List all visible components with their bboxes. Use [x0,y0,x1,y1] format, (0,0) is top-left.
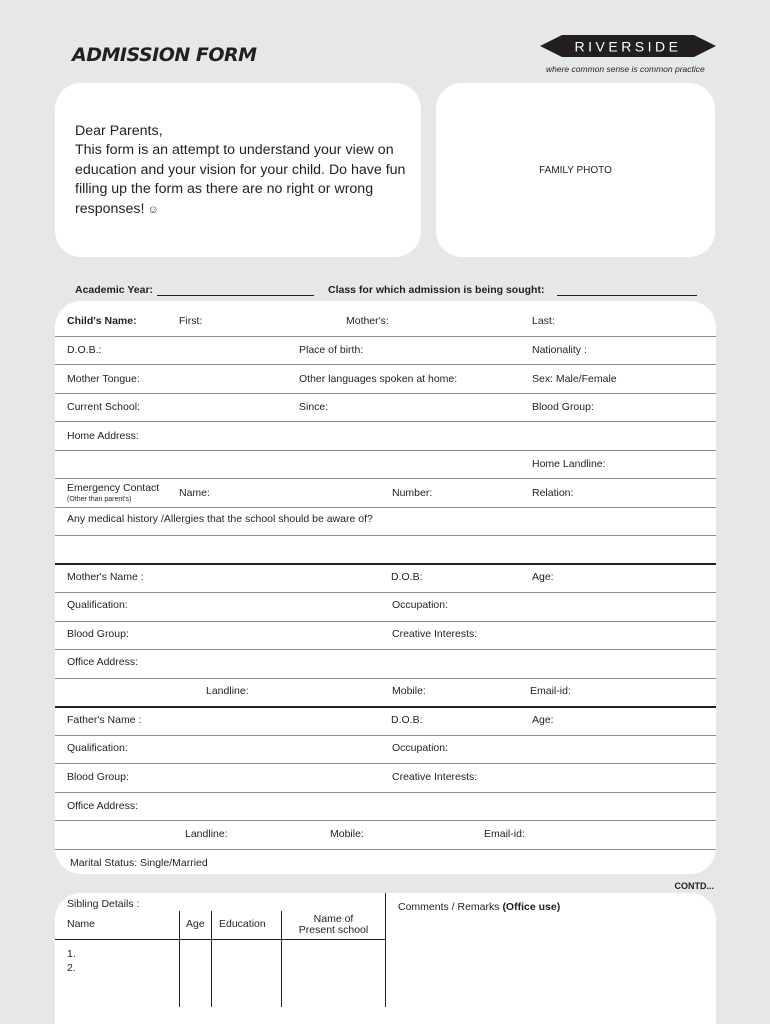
sibling-col-education: Education [219,918,266,930]
mothers-name-label[interactable]: Mother's Name : [67,571,144,583]
nationality-field[interactable]: Nationality : [532,344,587,356]
father-landline-field[interactable]: Landline: [185,828,228,840]
intro-text [75,122,415,220]
mother-occupation-field[interactable]: Occupation: [392,599,449,611]
father-dob-field[interactable]: D.O.B: [391,714,423,726]
sibling-details-title: Sibling Details : [67,898,140,910]
comments-remarks-label[interactable] [398,901,560,913]
last-name-field[interactable]: Last: [532,315,555,327]
child-blood-group-field[interactable]: Blood Group: [532,401,594,413]
logo-tagline: where common sense is common practice [546,64,705,74]
intro-message: Dear Parents, This form is an attempt to understand your view on education and your vision for your child. Do have fun filling up the form as there are no right or wrong responses! [75,123,406,217]
mothers-name-field[interactable]: Mother's: [346,315,389,327]
medical-history-field[interactable]: Any medical history /Allergies that the school should be aware of? [67,513,373,525]
current-school-field[interactable]: Current School: [67,401,140,413]
sex-field[interactable]: Sex: Male/Female [532,373,617,385]
continued-label: CONTD... [674,881,714,891]
mother-email-field[interactable]: Email-id: [530,685,571,697]
mother-landline-field[interactable]: Landline: [206,685,249,697]
sibling-col-age: Age [186,918,205,930]
class-sought-field[interactable] [557,295,697,296]
home-landline-field[interactable]: Home Landline: [532,458,606,470]
mother-creative-field[interactable]: Creative Interests: [392,628,478,640]
academic-year-label: Academic Year: [75,284,154,296]
emergency-relation-field[interactable]: Relation: [532,487,574,499]
father-office-address-field[interactable]: Office Address: [67,800,139,812]
academic-year-field[interactable] [157,295,314,296]
mother-office-address-field[interactable]: Office Address: [67,656,139,668]
family-photo-box[interactable] [436,83,715,257]
childs-name-label: Child's Name: [67,315,137,327]
first-name-field[interactable]: First: [179,315,203,327]
logo-shape [540,32,716,60]
father-creative-field[interactable]: Creative Interests: [392,771,478,783]
mother-qualification-field[interactable]: Qualification: [67,599,128,611]
form-title: ADMISSION FORM [72,44,257,66]
father-occupation-field[interactable]: Occupation: [392,742,449,754]
father-blood-group-field[interactable]: Blood Group: [67,771,129,783]
father-mobile-field[interactable]: Mobile: [330,828,364,840]
intro-card [55,83,421,257]
mother-blood-group-field[interactable]: Blood Group: [67,628,129,640]
sibling-col-name: Name [67,918,96,930]
sibling-row-2[interactable]: 2. [67,962,76,974]
place-of-birth-field[interactable]: Place of birth: [299,344,364,356]
office-use-note: (Office use) [502,901,561,913]
home-address-field[interactable]: Home Address: [67,430,139,442]
emergency-name-field[interactable]: Name: [179,487,210,499]
marital-status-field[interactable]: Marital Status: Single/Married [70,857,208,869]
riverside-logo [540,32,716,74]
dob-field[interactable]: D.O.B.: [67,344,102,356]
sibling-row-1[interactable]: 1. [67,948,76,960]
emergency-contact-note: (Other than parent's) [67,496,132,503]
comments-label-text: Comments / Remarks [398,901,503,913]
details-form [55,301,716,874]
emergency-number-field[interactable]: Number: [392,487,433,499]
mother-mobile-field[interactable]: Mobile: [392,685,426,697]
sibling-col-name-of: Name of [313,913,354,925]
sibling-col-present-school: Present school [298,924,369,936]
emergency-contact-label: Emergency Contact [67,482,160,494]
class-sought-label: Class for which admission is being sought: [328,284,545,296]
logo-text: RIVERSIDE [574,38,682,55]
mother-dob-field[interactable]: D.O.B: [391,571,423,583]
since-field[interactable]: Since: [299,401,329,413]
siblings-card [55,893,716,1024]
mother-age-field[interactable]: Age: [532,571,554,583]
family-photo-label: FAMILY PHOTO [539,165,612,176]
other-languages-field[interactable]: Other languages spoken at home: [299,373,458,385]
fathers-name-label[interactable]: Father's Name : [67,714,142,726]
smiley-icon: ☺ [144,203,159,216]
father-age-field[interactable]: Age: [532,714,554,726]
father-email-field[interactable]: Email-id: [484,828,525,840]
father-qualification-field[interactable]: Qualification: [67,742,128,754]
mother-tongue-field[interactable]: Mother Tongue: [67,373,140,385]
